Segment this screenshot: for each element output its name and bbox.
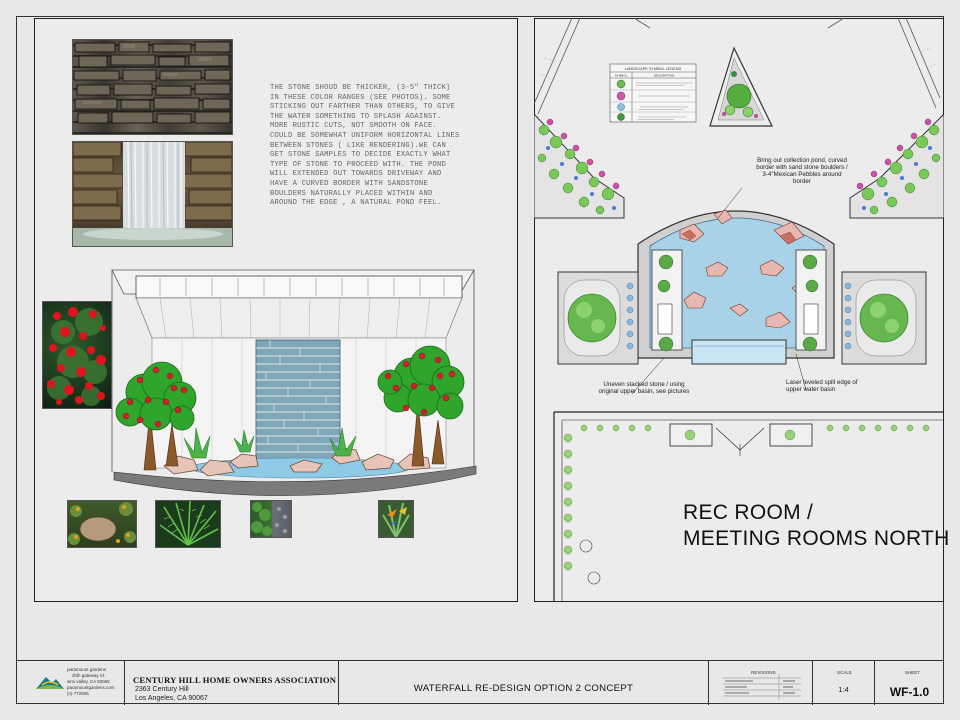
rose-bush-photo: [42, 301, 112, 409]
room-title: [683, 500, 950, 552]
sheet-label: SHEET: [905, 670, 921, 675]
company-line-4: (n) 772505: [67, 691, 89, 696]
groundcover-photo: [250, 500, 292, 538]
revisions-cell: [708, 661, 812, 705]
stone-wall-photo: [72, 39, 233, 135]
legend-header-description: DESCRIPTION: [653, 73, 675, 78]
scale-cell: [812, 661, 874, 705]
revisions-label: REVISIONS: [751, 670, 776, 675]
client-cell: [124, 661, 338, 705]
client-name: CENTURY HILL HOME OWNERS ASSOCIATION: [133, 675, 337, 685]
right-diagonal-bed: [850, 114, 944, 218]
waterfall-photo: [72, 141, 233, 247]
waterfall-elevation: [100, 252, 490, 500]
legend-shrub-symbol: [617, 80, 625, 88]
boulder-planting-svg: [68, 501, 136, 547]
title-block: [16, 660, 944, 705]
bird-of-paradise-photo: [378, 500, 414, 538]
waterfall-photo-svg: [73, 142, 232, 246]
revisions-table: [723, 674, 801, 702]
drawing-title-cell: [338, 661, 708, 705]
boulder-planting-photo: [67, 500, 137, 548]
sheet-number: WF-1.0: [889, 685, 930, 699]
client-address-line2: Los Angeles, CA 90067: [135, 695, 208, 702]
legend-groundcover-symbol: [618, 104, 625, 111]
legend-header-symbol: SYMBOL: [614, 73, 628, 78]
legend-table: [610, 64, 696, 122]
spill-edge-callout: Laser leveled spill edge of upper water basin: [786, 379, 858, 393]
room-title-line2: MEETING ROOMS NORTH: [683, 527, 950, 550]
company-cell: [16, 661, 116, 705]
pond-callout: Bring out collection pond, curved border with sand stone boulders / 3-4"Mexican Pebbles around border: [756, 157, 848, 185]
scale-value: 1:4: [838, 685, 849, 694]
client-address-line1: 2363 Century Hill: [135, 686, 189, 693]
stacked-stone-callout: Uneven stacked stone / using original upper basin, see pictures: [598, 381, 690, 395]
room-title-line1: REC ROOM /: [683, 501, 814, 524]
stone-texture-svg: [73, 40, 232, 134]
fern-photo: [155, 500, 221, 548]
left-diagonal-bed: [534, 114, 624, 218]
company-line-1: 2hlh gateway rd.: [72, 673, 106, 678]
stone-description-note: THE STONE SHOUD BE THICKER, (3-5" THICK) IN THESE COLOR RANGES (SEE PHOTOS). SOME STICKING OUT FARTHER THAN OTHERS, TO GIVE THE WATER SOMETHING TO SPLASH AGAINST. MORE RUSTIC CUTS, NOT SMOOTH ON FACE. COULD BE SOMEWHAT UNIFORM HORIZONTAL LINES BETWEEN STONES ( LIKE RENDERING).WE CAN GET STONE SAMPLES TO DECIDE EXACTLY WHAT TYPE OF STONE TO PROCEED WITH. THE POND WILL EXTENDED OUT TOWARDS DRIVEWAY AND HAVE A CURVED BORDER WITH SANDSTONE BOULDERS NATURALLY PLACED WITHIN AND AROUND THE EDGE , A NATURAL POND FEEL.: [270, 84, 460, 208]
left-square-planter: [558, 272, 638, 364]
rose-bush-svg: [43, 302, 111, 408]
bird-of-paradise-svg: [379, 501, 413, 537]
fern-svg: [156, 501, 220, 547]
legend-tree-symbol: [618, 114, 625, 121]
company-line-2: simi valley, CA 93065: [67, 679, 110, 684]
company-logo: [36, 675, 64, 691]
scale-label: SCALE: [837, 670, 852, 675]
groundcover-svg: [251, 501, 291, 537]
legend-flower-symbol: [617, 92, 625, 100]
company-line-0: paramount gardens: [67, 667, 107, 672]
sheet-cell: [874, 661, 944, 705]
legend-title: LANDSCAPE SYMBOL LEGEND: [624, 67, 682, 71]
triangle-planter: [710, 48, 772, 126]
drawing-title: WATERFALL RE-DESIGN OPTION 2 CONCEPT: [413, 683, 634, 694]
right-square-planter: [842, 272, 926, 364]
pond-plan: [638, 210, 834, 364]
company-line-3: paramountgardens.com: [67, 685, 115, 690]
